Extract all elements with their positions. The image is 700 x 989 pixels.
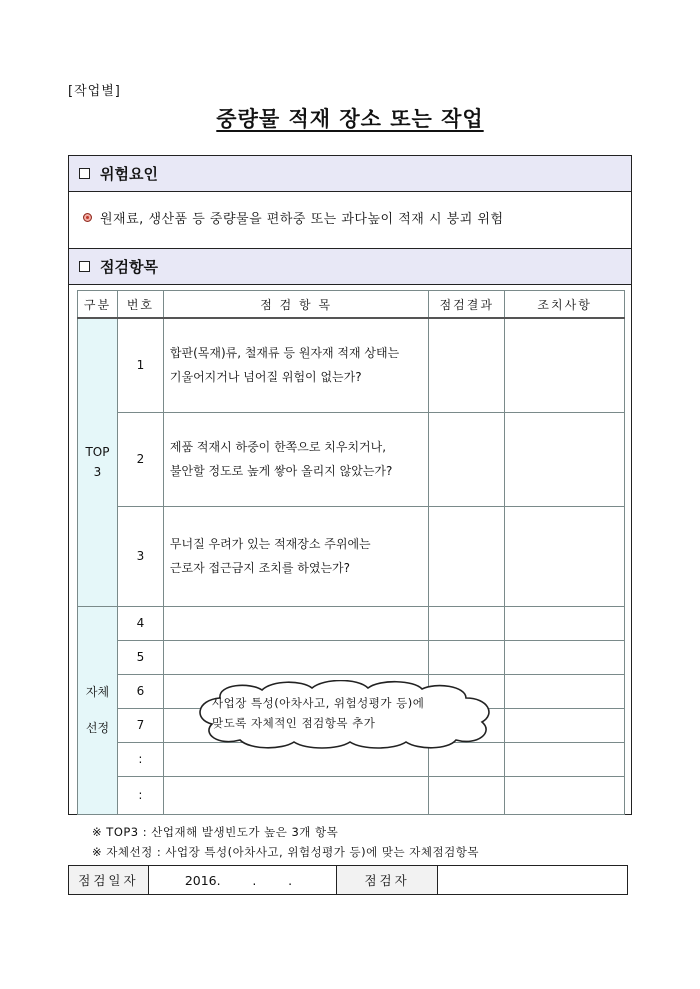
item-number: 4 xyxy=(117,606,163,640)
item-number: 5 xyxy=(117,640,163,674)
item-number: 7 xyxy=(117,708,163,742)
self-group-cell xyxy=(78,606,118,814)
cloud-text-line: 사업장 특성(아차사고, 위험성평가 등)에 xyxy=(212,696,425,710)
action-cell[interactable] xyxy=(505,412,625,506)
item-text-cell xyxy=(163,318,428,412)
result-cell[interactable] xyxy=(429,640,505,674)
item-number: 6 xyxy=(117,674,163,708)
item-number: : xyxy=(117,776,163,814)
col-header-item: 점 검 항 목 xyxy=(163,291,428,319)
action-cell[interactable] xyxy=(505,776,625,814)
col-header-action: 조치사항 xyxy=(505,291,625,319)
self-group-label: 자체 xyxy=(85,685,110,699)
date-value-text: 2016. . . xyxy=(184,872,293,888)
cloud-text-line: 맞도록 자체적인 점검항목 추가 xyxy=(212,716,376,730)
result-cell[interactable] xyxy=(429,606,505,640)
item-text-cell xyxy=(163,506,428,606)
item-number: : xyxy=(117,742,163,776)
date-label: 점검일자 xyxy=(69,866,149,895)
item-text-line: 무너질 우려가 있는 적재장소 주위에는 xyxy=(169,537,371,551)
table-row xyxy=(78,640,625,674)
check-section-label: 점검항목 xyxy=(100,258,158,276)
result-cell[interactable] xyxy=(429,318,505,412)
action-cell[interactable] xyxy=(505,506,625,606)
top3-group-label: TOP 3 xyxy=(85,445,110,480)
item-text-line: 근로자 접근금지 조치를 하였는가? xyxy=(169,561,350,575)
action-cell[interactable] xyxy=(505,742,625,776)
footnote-top3: ※ TOP3 : 산업재해 발생빈도가 높은 3개 항목 xyxy=(92,825,339,839)
cloud-callout-text xyxy=(212,693,482,733)
item-number: 1 xyxy=(117,318,163,412)
col-header-number: 번호 xyxy=(117,291,163,319)
table-row xyxy=(78,412,625,506)
item-text-line: 기울어지거나 넘어질 위험이 없는가? xyxy=(169,370,362,385)
item-number: 2 xyxy=(117,412,163,506)
inspector-value[interactable] xyxy=(438,866,628,895)
hazard-section-header xyxy=(69,156,631,192)
bullet-icon xyxy=(83,213,92,222)
action-cell[interactable] xyxy=(505,318,625,412)
item-text-cell[interactable] xyxy=(163,606,428,640)
inspector-label: 점검자 xyxy=(336,866,438,895)
hazard-item-text: 원재료, 생산품 등 중량물을 편하중 또는 과다높이 적재 시 붕괴 위험 xyxy=(100,212,504,227)
checkbox-square-icon xyxy=(79,168,90,179)
top3-group-cell xyxy=(78,318,118,606)
table-row xyxy=(78,606,625,640)
date-value[interactable] xyxy=(148,866,336,895)
sign-table xyxy=(68,865,628,895)
page-title: 중량물 적재 장소 또는 작업 xyxy=(216,107,484,131)
checkbox-square-icon xyxy=(79,261,90,272)
item-text-line: 불안할 정도로 높게 쌓아 올리지 않았는가? xyxy=(169,464,393,478)
action-cell[interactable] xyxy=(505,640,625,674)
col-header-result: 점검결과 xyxy=(429,291,505,319)
item-text-line: 합판(목재)류, 철재류 등 원자재 적재 상태는 xyxy=(169,346,400,361)
hazard-item xyxy=(83,208,504,227)
item-text-line: 제품 적재시 하중이 한쪽으로 치우치거나, xyxy=(169,440,387,454)
footnote-self: ※ 자체선정 : 사업장 특성(아차사고, 위험성평가 등)에 맞는 자체점검항목 xyxy=(92,845,479,859)
item-number: 3 xyxy=(117,506,163,606)
item-text-cell xyxy=(163,412,428,506)
item-text-cell[interactable] xyxy=(163,776,428,814)
action-cell[interactable] xyxy=(505,674,625,708)
result-cell[interactable] xyxy=(429,412,505,506)
hazard-section-label: 위험요인 xyxy=(100,165,158,183)
action-cell[interactable] xyxy=(505,606,625,640)
item-text-cell[interactable] xyxy=(163,640,428,674)
action-cell[interactable] xyxy=(505,708,625,742)
table-row xyxy=(78,318,625,412)
document-tag: [작업별] xyxy=(68,84,121,99)
self-group-label: 선정 xyxy=(85,721,110,735)
result-cell[interactable] xyxy=(429,506,505,606)
table-row xyxy=(78,776,625,814)
check-section-header xyxy=(69,248,631,285)
table-row xyxy=(78,506,625,606)
check-table-header xyxy=(78,291,625,319)
col-header-category: 구분 xyxy=(78,291,118,319)
sign-row xyxy=(69,866,628,895)
result-cell[interactable] xyxy=(429,776,505,814)
